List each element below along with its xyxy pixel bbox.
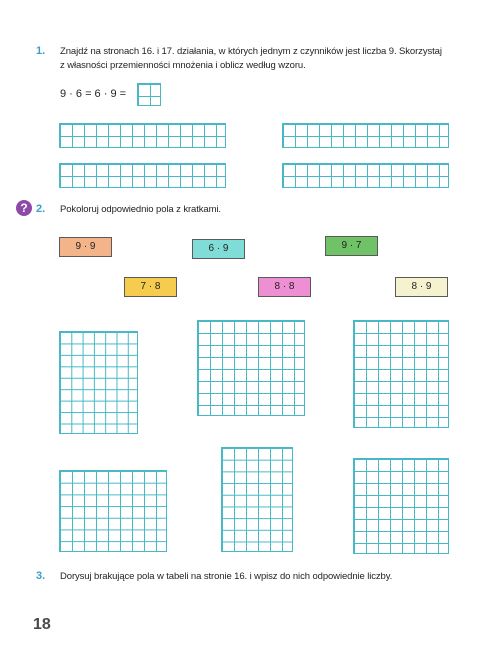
task-1-equation: 9 · 6 = 6 · 9 = [60, 88, 127, 100]
coloring-grid[interactable] [221, 447, 293, 552]
label-9x9: 9 · 9 [59, 237, 112, 257]
answer-grid[interactable] [282, 123, 449, 148]
task-3-number: 3. [36, 570, 46, 582]
answer-grid[interactable] [59, 123, 226, 148]
question-icon [16, 200, 32, 216]
label-7x8: 7 · 8 [124, 277, 177, 297]
coloring-grid[interactable] [59, 331, 138, 434]
coloring-grid[interactable] [59, 470, 167, 552]
task-3-instruction: Dorysuj brakujące pola w tabeli na stronie 16. i wpisz do nich odpowiednie liczby. [60, 571, 393, 582]
task-2-instruction: Pokoloruj odpowiednio pola z kratkami. [60, 204, 221, 215]
task-1-instruction-line-2: z własności przemienności mnożenia i oblicz według wzoru. [60, 60, 306, 71]
task-2-number: 2. [36, 203, 46, 215]
question-icon-glyph: ? [20, 201, 28, 215]
label-8x8: 8 · 8 [258, 277, 311, 297]
answer-grid[interactable] [282, 163, 449, 188]
task-1-instruction-line-1: Znajdź na stronach 16. i 17. działania, w których jednym z czynników jest liczba 9. Skorzystaj [60, 46, 442, 57]
coloring-grid[interactable] [353, 320, 449, 428]
label-8x9: 8 · 9 [395, 277, 448, 297]
task-1-number: 1. [36, 45, 46, 57]
label-6x9: 6 · 9 [192, 239, 245, 259]
coloring-grid[interactable] [353, 458, 449, 554]
label-9x7: 9 · 7 [325, 236, 378, 256]
page-number: 18 [33, 616, 51, 633]
answer-grid[interactable] [59, 163, 226, 188]
coloring-grid[interactable] [197, 320, 305, 416]
answer-box[interactable] [137, 83, 161, 106]
